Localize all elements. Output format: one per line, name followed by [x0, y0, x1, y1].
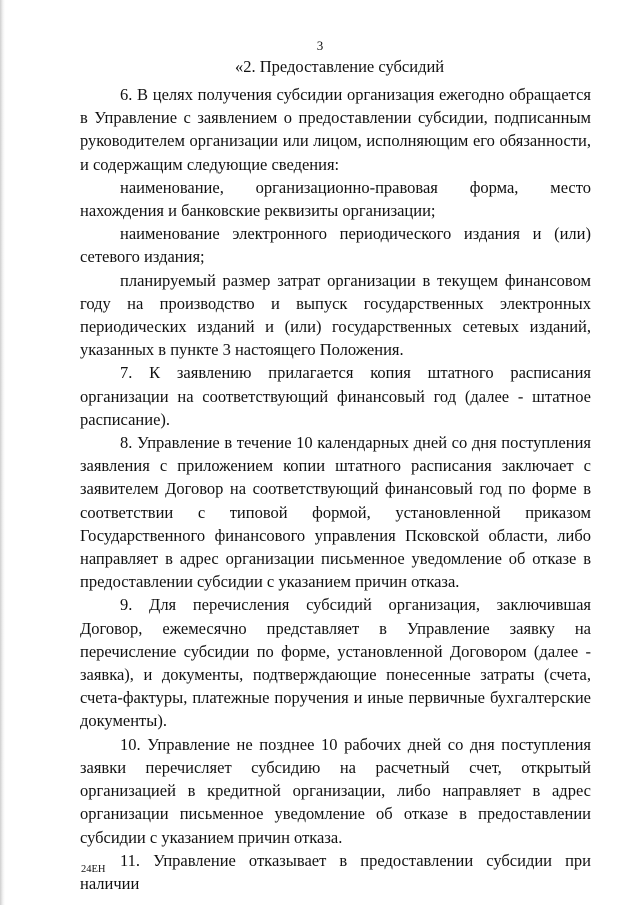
paragraph-6-item-costs: планируемый размер затрат организации в текущем финансовом году на производство и выпуск государственных электронных периодических изданий и (или) государственных сетевых изданий, указанных в пункте 3 настоящего Положения.: [80, 270, 591, 360]
page-number: 3: [316, 38, 324, 53]
paragraph-8: 8. Управление в течение 10 календарных дней со дня поступления заявления с приложением копии штатного расписания заключает с заявителем Договор на соответствующий финансовый год по форме в соответствии с типовой формой, установленной приказом Государственного финансового управления Псковской области, либо направляет в адрес организации письменное уведомление об отказе в предоставлении субсидии с указанием причин отказа.: [80, 433, 591, 592]
paragraph-6-item-edition: наименование электронного периодического издания и (или) сетевого издания;: [80, 224, 591, 267]
paragraph-10: 10. Управление не позднее 10 рабочих дней со дня поступления заявки перечисляет субсидию на расчетный счет, открытый организацией в кредитной организации, либо направляет в адрес организации письменное уведомление об отказе в предоставлении субсидии с указанием причин отказа.: [80, 734, 591, 847]
section-title: «2. Предоставление субсидий: [235, 57, 445, 76]
paragraph-9: 9. Для перечисления субсидий организация, заключившая Договор, ежемесячно представляет в Управление заявку на перечисление субсидии по форме, установленной Договором (далее - заявка), и документы, подтверждающие понесенные затраты (счета, счета-фактуры, платежные поручения и иные первичные бухгалтерские документы).: [80, 595, 591, 731]
paragraph-7: 7. К заявлению прилагается копия штатного расписания организации на соответствующий финансовый год (далее - штатное расписание).: [80, 363, 591, 429]
paragraph-11: 11. Управление отказывает в предоставлении субсидии при наличии: [80, 850, 591, 893]
footer-code: 24ЕН: [81, 864, 106, 875]
paragraph-6: 6. В целях получения субсидии организация ежегодно обращается в Управление с заявлением о предоставлении субсидии, подписанным руководителем организации или лицом, исполняющим его обязанности, и содержащим следующие сведения:: [80, 85, 591, 174]
paragraph-6-item-name: наименование, организационно-правовая форма, место нахождения и банковские реквизиты организации;: [80, 177, 591, 221]
scan-edge: [0, 0, 5, 905]
document-body: [80, 83, 591, 895]
